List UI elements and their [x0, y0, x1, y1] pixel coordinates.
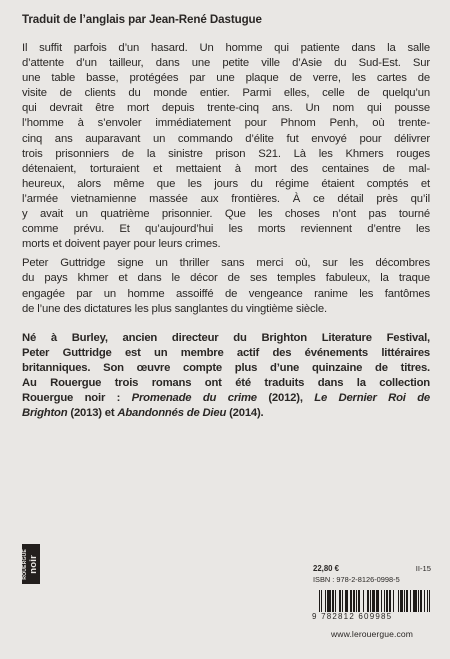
summary-line: du pays khmer et dans le décor de ses temples fabuleux, la traque [22, 272, 430, 285]
synopsis-line: l’armée vietnamienne massée aux frontières. À ce détail près qu’il [22, 192, 430, 205]
bio-line: britanniques. Son œuvre compte plus d’une quinzaine de titres. [22, 361, 430, 374]
isbn: ISBN : 978-2-8126-0998-5 [313, 575, 400, 584]
synopsis-line: heureux, alors même que les jours du régime étaient comptés et [22, 177, 430, 190]
logo-rouergue-text: ROUERGUE [22, 548, 29, 580]
bio-line [22, 406, 430, 421]
synopsis-line: l’homme à s’envoler immédiatement pour Phnom Penh, où trente- [22, 117, 430, 130]
summary-line: engagée par un homme assoiffé de vengeance ranime les fantômes [22, 287, 430, 300]
logo-noir-text: noir [28, 554, 40, 574]
author-bio [22, 331, 430, 422]
synopsis-line: détenaient, torturaient et mettaient à mort des centaines de mal- [22, 162, 430, 175]
synopsis-line: qui devrait être mort depuis trente-cinq ans. Un nom qui pousse [22, 102, 430, 115]
synopsis-line: morts et doivent payer pour leurs crimes. [22, 238, 221, 251]
summary-line: de l’une des dictatures les plus sanglantes du vingtième siècle. [22, 302, 328, 315]
edition-code: II-15 [415, 564, 431, 573]
bio-line: Peter Guttridge est un membre actif des événements littéraires [22, 346, 430, 359]
synopsis-line: comme prévu. Et qu’aujourd’hui les morts reviennent d’entre les [22, 223, 430, 236]
collection-name: Rouergue noir : [22, 392, 132, 405]
synopsis-line: y avait un quatrième prisonnier. Que les choses n’ont pas tourné [22, 208, 430, 221]
title-promenade: Promenade du crime [131, 392, 257, 405]
title-abandonnes: Abandonnés de Dieu [117, 407, 227, 420]
year-2012: (2012), [256, 392, 315, 405]
summary-line: Peter Guttridge signe un thriller sans merci où, sur les décombres [22, 257, 430, 270]
translator-credit: Traduit de l’anglais par Jean-René Dastugue [22, 13, 262, 26]
publisher-logo [22, 544, 40, 584]
bio-line: Né à Burley, ancien directeur du Brighton Literature Festival, [22, 331, 430, 344]
publisher-website: www.lerouergue.com [331, 629, 414, 639]
synopsis-line: d’attente d’un tailleur, dans une petite ville d’Asie du Sud-Est. Sur [22, 57, 430, 70]
title-dernier-roi: Le Dernier Roi de [314, 392, 430, 405]
synopsis-line: cinq ans auparavant un commando d’élite fut envoyé pour délivrer [22, 132, 430, 145]
barcode [319, 590, 431, 612]
year-2013: (2013) et [67, 407, 118, 420]
synopsis-paragraph [22, 41, 430, 252]
price: 22,80 € [313, 564, 340, 573]
synopsis-line: trois prisonniers de la sinistre prison S21. Là les Khmers rouges [22, 147, 430, 160]
synopsis-line: une table basse, protégées par une plaque de verre, les cartes de [22, 72, 430, 85]
barcode-bar [429, 590, 430, 612]
back-cover-text [22, 12, 430, 421]
barcode-digits: 9 782812 609985 [312, 612, 393, 621]
synopsis-line: Il suffit parfois d’un hasard. Un homme qui patiente dans la salle [22, 42, 430, 54]
synopsis-line: visite de clients du monde entier. Parmi elles, celle de quelqu’un [22, 87, 430, 100]
title-brighton: Brighton [22, 407, 68, 420]
year-2014: (2014). [226, 407, 264, 420]
price-block [313, 564, 431, 585]
bio-line [22, 391, 430, 406]
summary-paragraph [22, 256, 430, 316]
bio-line: Au Rouergue trois romans ont été traduits dans la collection [22, 376, 430, 389]
